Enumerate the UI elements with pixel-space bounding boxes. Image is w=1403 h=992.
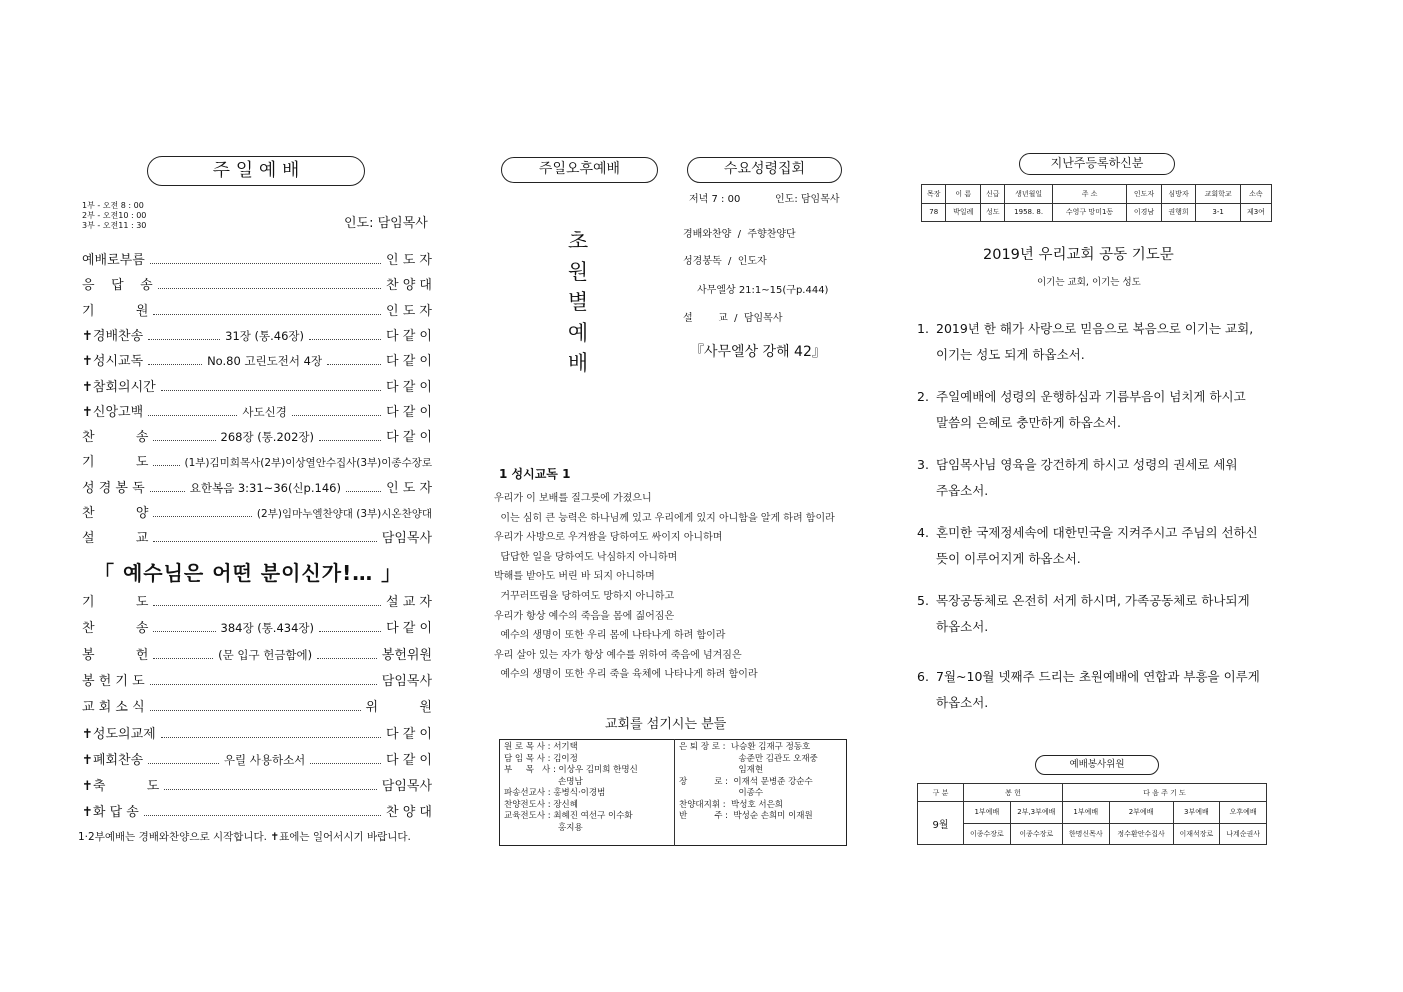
prayer-item (917, 664, 1277, 716)
service-time-1: 1부 - 오전 8 : 00 (82, 201, 144, 210)
dotted-leader (161, 737, 381, 738)
staff-left (500, 740, 675, 846)
order-item-detail: (1부)김미희목사(2부)이상열안수집사(3부)이종수장로 (184, 457, 432, 470)
newcomer-header-row (922, 185, 1272, 204)
prayer-number: 3. (917, 457, 929, 472)
prayer-line-2: 뜻이 이루어지게 하옵소서. (936, 551, 1081, 566)
prayer-line-1: 혼미한 국제정세속에 대한민국을 지켜주시고 주님의 선하신 (936, 525, 1258, 540)
newcomer-cell: 1958. 8. (1005, 203, 1052, 222)
worship-order-row (82, 478, 432, 496)
worship-order-row (82, 528, 432, 546)
order-item-label: ✝성시교독 (82, 354, 144, 370)
dotted-leader (153, 440, 215, 441)
prayer-line-1: 담임목사님 영육을 강건하게 하시고 성령의 권세로 세워 (936, 457, 1238, 472)
order-item-person: 다 같 이 (386, 430, 433, 446)
order-item-detail: 31장 (통.46장) (225, 328, 305, 343)
order-item-person: 담임목사 (381, 779, 432, 795)
staff-line: 송준만 김관도 오재중 (679, 753, 818, 764)
dotted-leader (327, 364, 381, 365)
service-subheader-cell: 1부예배 (1062, 802, 1109, 823)
worship-order-row (82, 697, 432, 715)
staff-title: 교회를 섬기시는 분들 (605, 717, 727, 732)
newcomer-header-cell: 심방자 (1161, 185, 1196, 204)
order-item-detail: 384장 (통.434장) (220, 621, 315, 636)
order-item-detail: (문 입구 헌금함에) (218, 647, 313, 662)
worship-order-row (82, 592, 432, 610)
reading-line: 박해를 받아도 버린 바 되지 아니하며 (494, 571, 655, 583)
prayer-number: 2. (917, 389, 929, 404)
vertical-char: 예 (567, 320, 589, 345)
service-name-cell: 이재석장로 (1173, 823, 1220, 844)
prayer-line-2: 말씀의 은혜로 충만하게 하옵소서. (936, 415, 1121, 430)
order-item-label: 기 도 (82, 455, 149, 471)
vertical-char: 별 (567, 290, 589, 314)
dotted-leader (310, 763, 381, 764)
dotted-leader (346, 491, 381, 492)
prayer-item (917, 520, 1277, 572)
newcomer-cell: 권행희 (1161, 203, 1196, 222)
newcomer-header-cell: 신급 (981, 185, 1005, 204)
worship-order-row (82, 776, 432, 794)
vertical-char: 원 (567, 259, 589, 284)
prayer-number: 1. (917, 321, 929, 336)
dotted-leader (161, 390, 381, 391)
newcomer-cell: 제3여 (1240, 203, 1271, 222)
newcomer-header-cell: 이 름 (946, 185, 981, 204)
wed-leader: 인도: 담임목사 (775, 194, 840, 205)
order-item-person: 봉헌위원 (381, 647, 433, 663)
reading-line: 예수의 생명이 또한 우리 몸에 나타나게 하려 함이라 (494, 630, 726, 642)
prayer-item (917, 452, 1277, 504)
order-item-person: 인 도 자 (386, 253, 432, 268)
prayer-line-1: 주일예배에 성령의 운행하심과 기름부음이 넘치게 하시고 (936, 389, 1246, 404)
service-committee-title: 예배봉사위원 (1035, 755, 1159, 775)
order-item-label: 교 회 소 식 (82, 700, 145, 716)
reading-line: 이는 심히 큰 능력은 하나님께 있고 우리에게 있지 아니함을 알게 하려 함이라 (494, 512, 835, 524)
order-item-label: ✝화 답 송 (82, 805, 139, 821)
service-committee-table (917, 783, 1267, 845)
dotted-leader (317, 658, 377, 659)
order-item-person: 다 같 이 (386, 404, 433, 420)
vertical-char: 배 (567, 351, 589, 375)
responsive-reading-title: 1 성시교독 1 (499, 467, 571, 481)
dotted-leader (150, 710, 361, 711)
newcomer-cell: 이경남 (1127, 203, 1162, 222)
service-times (82, 201, 146, 231)
order-item-label: 예배로부름 (82, 253, 145, 268)
dotted-leader (144, 815, 381, 816)
order-item-detail: No.80 고린도전서 4장 (207, 354, 323, 369)
staff-line: 찬양전도사 : 장신혜 (504, 799, 578, 810)
order-item-person: 담임목사 (381, 531, 432, 547)
service-name-cell: 이종수장로 (1010, 823, 1062, 844)
order-item-person: 찬 양 대 (386, 805, 432, 821)
staff-line: 손명남 (504, 776, 583, 787)
worship-order-row (82, 377, 432, 395)
newcomer-header-cell: 소속 (1240, 185, 1271, 204)
newcomer-cell: 수영구 망미1동 (1052, 203, 1126, 222)
worship-order-row (82, 250, 432, 268)
service-month: 9월 (918, 802, 964, 845)
order-item-label: 봉 헌 기 도 (82, 673, 145, 689)
order-item-label: 기 도 (82, 595, 149, 610)
order-item-label: 응 답 송 (82, 278, 153, 294)
worship-order-row (82, 275, 432, 293)
service-subheader-cell: 오후예배 (1220, 802, 1267, 823)
order-item-detail: 우릴 사용하소서 (223, 752, 306, 767)
order-item-person: 다 같 이 (386, 726, 432, 742)
wed-item: 경배와찬양 / 주향찬양단 (683, 229, 796, 240)
order-item-person: 다 같 이 (386, 621, 433, 637)
prayer-item (917, 316, 1277, 368)
order-item-person: 찬 양 대 (386, 278, 432, 294)
prayer-subtitle: 이기는 교회, 이기는 성도 (1037, 277, 1141, 288)
worship-order-row (82, 618, 432, 636)
dotted-leader (164, 789, 376, 790)
order-item-label: ✝축 도 (82, 779, 160, 795)
newcomer-cell: 박일례 (946, 203, 981, 222)
service-name-cell: 한명신목사 (1062, 823, 1109, 844)
prayer-line-1: 7월~10월 넷째주 드리는 초원예배에 연합과 부흥을 이루게 (936, 669, 1260, 684)
dotted-leader (309, 339, 381, 340)
dotted-leader (158, 288, 381, 289)
afternoon-vertical-text (566, 226, 590, 379)
staff-right (675, 740, 847, 846)
staff-line: 홍지용 (504, 822, 583, 833)
service-name-cell: 정수환안수집사 (1109, 823, 1173, 844)
dotted-leader (153, 541, 376, 542)
dotted-leader (150, 684, 377, 685)
staff-line: 파송선교사 : 홍병식·이경범 (504, 788, 606, 798)
worship-order-row (82, 326, 432, 344)
service-subheader-cell: 2부,3부예배 (1010, 802, 1062, 823)
dotted-leader (153, 314, 381, 315)
prayer-number: 5. (917, 593, 929, 608)
newcomer-header-cell: 생년월일 (1005, 185, 1052, 204)
newcomer-title: 지난주등록하신분 (1019, 153, 1175, 175)
order-item-label: ✝경배찬송 (82, 328, 144, 344)
prayer-line-2: 주옵소서. (936, 483, 989, 498)
service-subheader-cell: 2부예배 (1109, 802, 1173, 823)
dotted-leader (150, 263, 381, 264)
reading-line: 우리가 항상 예수의 죽음을 몸에 짊어짐은 (494, 610, 675, 622)
dotted-leader (319, 440, 381, 441)
prayer-line-2: 이기는 성도 되게 하옵소서. (936, 347, 1085, 362)
order-item-detail: (2부)임마누엘찬양대 (3부)시온찬양대 (256, 508, 432, 520)
vertical-char: 초 (567, 229, 589, 253)
service-header-offering: 봉 헌 (964, 784, 1063, 802)
prayer-line-2: 하옵소서. (936, 619, 989, 634)
dotted-leader (292, 415, 381, 416)
worship-order-row (82, 671, 432, 689)
order-item-person: 위 원 (365, 700, 432, 716)
order-item-person: 다 같 이 (386, 379, 432, 395)
service-header-category: 구 분 (918, 784, 964, 802)
order-item-label: 설 교 (82, 531, 149, 547)
newcomer-header-cell: 주 소 (1052, 185, 1126, 204)
worship-order-row (82, 645, 432, 663)
staff-line: 은 퇴 장 로 : 나승환 김재구 정동호 (679, 742, 811, 752)
newcomer-cell: 성도 (981, 203, 1005, 222)
dotted-leader (148, 763, 219, 764)
newcomer-cell: 3-1 (1196, 203, 1241, 222)
prayer-number: 4. (917, 525, 929, 540)
wed-item: 설 교 / 담임목사 (683, 313, 783, 324)
order-item-label: 찬 송 (82, 430, 149, 446)
order-item-label: ✝참회의시간 (82, 379, 156, 395)
reading-line: 예수의 생명이 또한 우리 죽을 육체에 나타나게 하려 함이라 (494, 669, 758, 681)
reading-line: 우리가 이 보배를 질그릇에 가졌으니 (494, 493, 652, 504)
worship-order-row (82, 503, 432, 521)
dotted-leader (150, 491, 185, 492)
dotted-leader (148, 339, 220, 340)
order-item-person: 담임목사 (381, 673, 432, 689)
staff-line: 임재현 (679, 765, 764, 775)
prayer-number: 6. (917, 669, 929, 684)
worship-order-row (82, 750, 432, 768)
order-item-person: 인 도 자 (386, 303, 432, 319)
staff-line: 담 임 목 사 : 김이정 (504, 753, 578, 764)
newcomer-header-cell: 인도자 (1127, 185, 1162, 204)
order-item-person: 다 같 이 (386, 328, 432, 344)
order-item-label: 성 경 봉 독 (82, 480, 145, 496)
order-item-person: 인 도 자 (386, 480, 433, 496)
wed-item: 성경봉독 / 인도자 (683, 256, 767, 267)
worship-order-row (82, 802, 432, 820)
order-item-label: ✝신앙고백 (82, 404, 144, 420)
newcomer-table (921, 184, 1272, 222)
newcomer-header-cell: 교회학교 (1196, 185, 1241, 204)
staff-table (499, 739, 847, 846)
service-time-3: 3부 - 오전11 : 30 (82, 221, 147, 230)
sermon-title: 「 예수님은 어떤 분이신가!… 」 (94, 561, 403, 585)
wed-sermon: 『사무엘상 강해 42』 (690, 344, 826, 360)
prayer-item (917, 384, 1277, 436)
newcomer-cell: 78 (922, 203, 946, 222)
service-header-next-prayer: 다 음 주 기 도 (1062, 784, 1266, 802)
dotted-leader (148, 364, 202, 365)
newcomer-header-cell: 목장 (922, 185, 946, 204)
worship-order-row (82, 351, 432, 369)
worship-order-row (82, 452, 432, 470)
order-item-detail: 사도신경 (242, 404, 287, 419)
prayer-line-2: 하옵소서. (936, 695, 989, 710)
order-item-label: ✝성도의교제 (82, 726, 156, 742)
prayer-title: 2019년 우리교회 공동 기도문 (983, 247, 1174, 263)
sunday-worship-title: 주 일 예 배 (147, 156, 365, 186)
service-subheader-row (918, 802, 1267, 823)
reading-line: 거꾸러뜨림을 당하여도 망하지 아니하고 (494, 591, 675, 602)
prayer-line-1: 목장공동체로 온전히 서게 하시며, 가족공동체로 하나되게 (936, 593, 1250, 608)
dotted-leader (153, 516, 251, 517)
leader-label: 인도: 담임목사 (344, 216, 428, 231)
staff-line: 부 목 사 : 이상우 김미희 한명신 (504, 765, 638, 775)
afternoon-worship-title: 주일오후예배 (501, 157, 658, 183)
dotted-leader (319, 631, 381, 632)
service-subheader-cell: 3부예배 (1173, 802, 1220, 823)
worship-order-row (82, 427, 432, 445)
prayer-line-1: 2019년 한 해가 사랑으로 믿음으로 복음으로 이기는 교회, (936, 321, 1254, 336)
worship-order-row (82, 724, 432, 742)
service-subheader-cell: 1부예배 (964, 802, 1011, 823)
wed-time: 저녁 7 : 00 (689, 194, 741, 205)
order-item-label: 봉 헌 (82, 647, 149, 663)
order-item-label: 찬 송 (82, 621, 149, 637)
worship-order-row (82, 402, 432, 420)
staff-line: 반 주 : 박성순 손희미 이재원 (679, 811, 813, 821)
footnote: 1·2부예배는 경배와찬양으로 시작합니다. ✝표에는 일어서시기 바랍니다. (78, 831, 411, 843)
service-name-cell: 나계순권사 (1220, 823, 1267, 844)
staff-line: 교육전도사 : 최혜진 여선구 이수화 (504, 811, 633, 821)
staff-line: 원 로 목 사 : 서기택 (504, 742, 578, 752)
order-item-person: 다 같 이 (386, 752, 432, 768)
order-item-label: 기 원 (82, 303, 149, 319)
order-item-label: ✝폐회찬송 (82, 752, 144, 768)
order-item-detail: 요한복음 3:31~36(신p.146) (189, 480, 341, 495)
staff-line: 이종수 (679, 788, 764, 798)
order-item-person: 설 교 자 (386, 595, 432, 610)
order-item-person: 다 같 이 (386, 354, 432, 370)
staff-line: 찬양대지휘 : 박성호 서은희 (679, 799, 783, 810)
order-item-detail: 268장 (통.202장) (220, 430, 315, 445)
wednesday-worship-title: 수요성령집회 (687, 157, 842, 183)
reading-line: 우리가 사방으로 우겨쌈을 당하여도 싸이지 아니하며 (494, 532, 723, 544)
staff-line: 장 로 : 이재석 문병준 강순수 (679, 776, 813, 787)
wed-item: 사무엘상 21:1~15(구p.444) (697, 285, 829, 296)
dotted-leader (153, 465, 179, 466)
reading-line: 답답한 일을 당하여도 낙심하지 아니하며 (494, 551, 678, 563)
dotted-leader (148, 415, 237, 416)
reading-line: 우리 살아 있는 자가 항상 예수를 위하여 죽음에 넘겨짐은 (494, 649, 742, 661)
service-names-row (918, 823, 1267, 844)
worship-order-row (82, 301, 432, 319)
dotted-leader (153, 631, 215, 632)
order-item-label: 찬 양 (82, 506, 149, 521)
service-time-2: 2부 - 오전10 : 00 (82, 211, 147, 220)
newcomer-data-row (922, 203, 1272, 222)
service-name-cell: 이종수장로 (964, 823, 1011, 844)
dotted-leader (153, 605, 381, 606)
prayer-item (917, 588, 1277, 640)
dotted-leader (153, 658, 213, 659)
